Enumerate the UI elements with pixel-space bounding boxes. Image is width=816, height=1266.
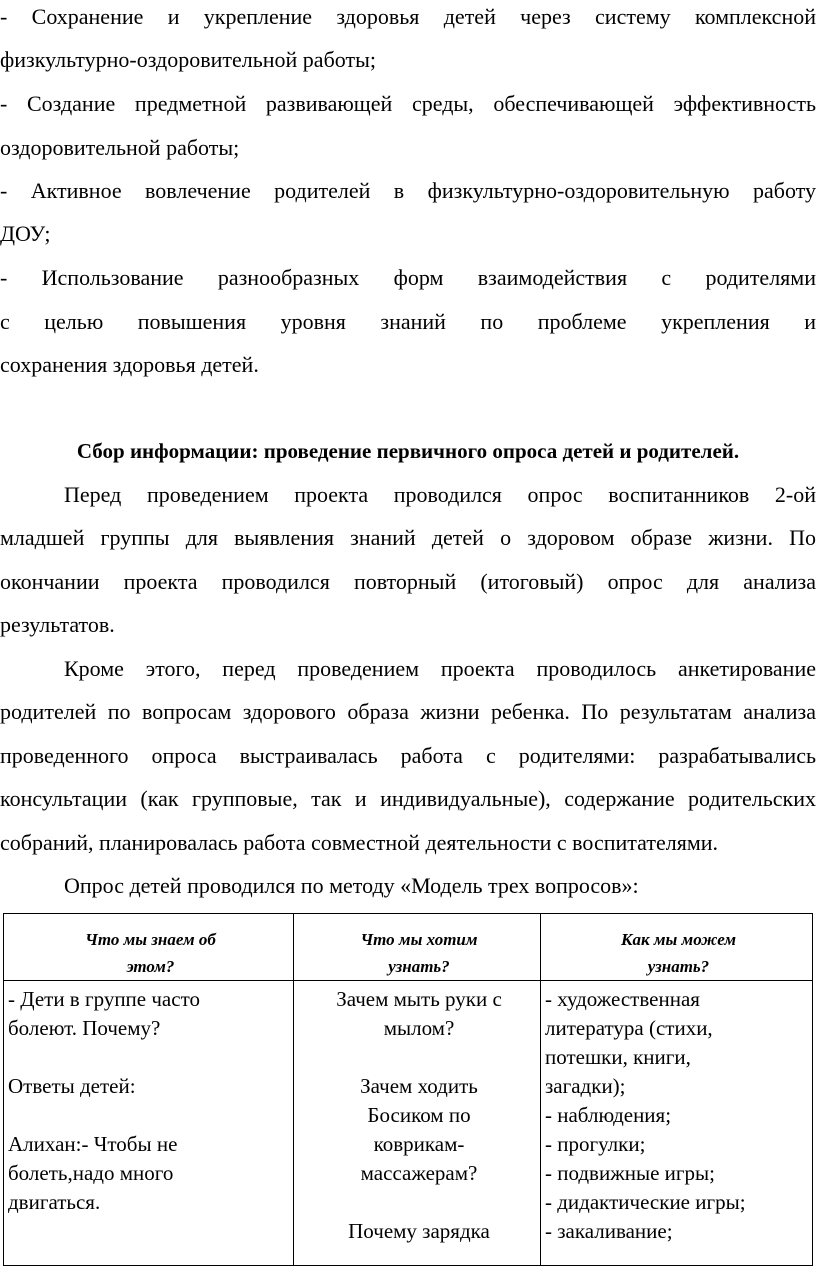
cell-how-we-learn bbox=[541, 981, 813, 1266]
header-how-we-learn bbox=[541, 914, 813, 981]
cell-text: Алихан:- Чтобы не bbox=[8, 1132, 178, 1156]
paragraph1-line-1: Перед проведением проекта проводился опрос воспитанников 2-ой bbox=[64, 482, 816, 507]
list-item: - наблюдения; bbox=[545, 1103, 672, 1127]
cell-text: коврикам- bbox=[373, 1132, 465, 1156]
header-what-we-want bbox=[294, 914, 541, 981]
list-item: - дидактические игры; bbox=[545, 1190, 746, 1214]
cell-text: Почему зарядка bbox=[348, 1219, 490, 1243]
cell-text: массажерам? bbox=[360, 1161, 478, 1185]
list-item: - закаливание; bbox=[545, 1219, 673, 1243]
cell-text: - Дети в группе часто bbox=[8, 987, 200, 1011]
header-what-we-want-line-2: узнать? bbox=[388, 957, 450, 976]
cell-what-we-want bbox=[294, 981, 541, 1266]
table-header-row bbox=[4, 914, 813, 981]
cell-text: Босиком по bbox=[367, 1103, 471, 1127]
header-how-we-learn-line-2: узнать? bbox=[647, 957, 710, 976]
paragraph2-line-3: проведенного опроса выстраивалась работа с родителями: разрабатывались bbox=[0, 743, 816, 768]
list-item: литература (стихи, bbox=[545, 1016, 713, 1040]
cell-text: Зачем ходить bbox=[360, 1074, 478, 1098]
paragraph2-line-5: собраний, планировалась работа совместной деятельности с воспитателями. bbox=[0, 830, 719, 855]
section-heading: Сбор информации: проведение первичного опроса детей и родителей. bbox=[76, 439, 740, 463]
cell-text: Зачем мыть руки с bbox=[336, 987, 502, 1011]
paragraph1-line-2: младшей группы для выявления знаний детей о здоровом образе жизни. По bbox=[0, 525, 816, 550]
goal-line-7: - Использование разнообразных форм взаимодействия с родителями bbox=[0, 265, 816, 290]
paragraph1-line-4: результатов. bbox=[0, 612, 115, 637]
cell-text: Ответы детей: bbox=[8, 1074, 136, 1098]
paragraph2-line-4: консультации (как групповые, так и индивидуальные), содержание родительских bbox=[0, 786, 816, 811]
cell-text: болеть,надо много bbox=[8, 1161, 174, 1185]
goal-line-3: - Создание предметной развивающей среды, обеспечивающей эффективность bbox=[0, 91, 816, 116]
paragraph2-line-2: родителей по вопросам здорового образа жизни ребенка. По результатам анализа bbox=[0, 699, 816, 724]
header-what-we-know bbox=[4, 914, 294, 981]
header-what-we-know-line-2: этом? bbox=[126, 957, 175, 976]
list-item: загадки); bbox=[545, 1074, 626, 1098]
goal-line-1: - Сохранение и укрепление здоровья детей через систему комплексной bbox=[0, 4, 816, 29]
header-what-we-want-line-1: Что мы хотим bbox=[360, 930, 478, 949]
goal-line-2: физкультурно-оздоровительной работы; bbox=[0, 47, 376, 72]
cell-text: мылом? bbox=[383, 1016, 455, 1040]
paragraph1-line-3: окончании проекта проводился повторный (итоговый) опрос для анализа bbox=[0, 569, 816, 594]
three-questions-table bbox=[3, 913, 813, 1266]
table-row bbox=[4, 981, 813, 1266]
cell-text: двигаться. bbox=[8, 1190, 101, 1214]
cell-what-we-know bbox=[4, 981, 294, 1266]
list-item: потешки, книги, bbox=[545, 1045, 691, 1069]
header-what-we-know-line-1: Что мы знаем об bbox=[85, 930, 216, 949]
table-intro: Опрос детей проводился по методу «Модель трех вопросов»: bbox=[64, 873, 639, 898]
header-how-we-learn-line-1: Как мы можем bbox=[620, 930, 737, 949]
goal-line-4: оздоровительной работы; bbox=[0, 135, 240, 160]
goal-line-6: ДОУ; bbox=[0, 221, 51, 246]
cell-text: болеют. Почему? bbox=[8, 1016, 161, 1040]
goal-line-8: с целью повышения уровня знаний по проблеме укрепления и bbox=[0, 309, 816, 334]
goal-line-9: сохранения здоровья детей. bbox=[0, 352, 259, 377]
goal-line-5: - Активное вовлечение родителей в физкультурно-оздоровительную работу bbox=[0, 178, 816, 203]
list-item: - подвижные игры; bbox=[545, 1161, 715, 1185]
list-item: - прогулки; bbox=[545, 1132, 646, 1156]
paragraph2-line-1: Кроме этого, перед проведением проекта проводилось анкетирование bbox=[64, 656, 816, 681]
list-item: - художественная bbox=[545, 987, 700, 1011]
